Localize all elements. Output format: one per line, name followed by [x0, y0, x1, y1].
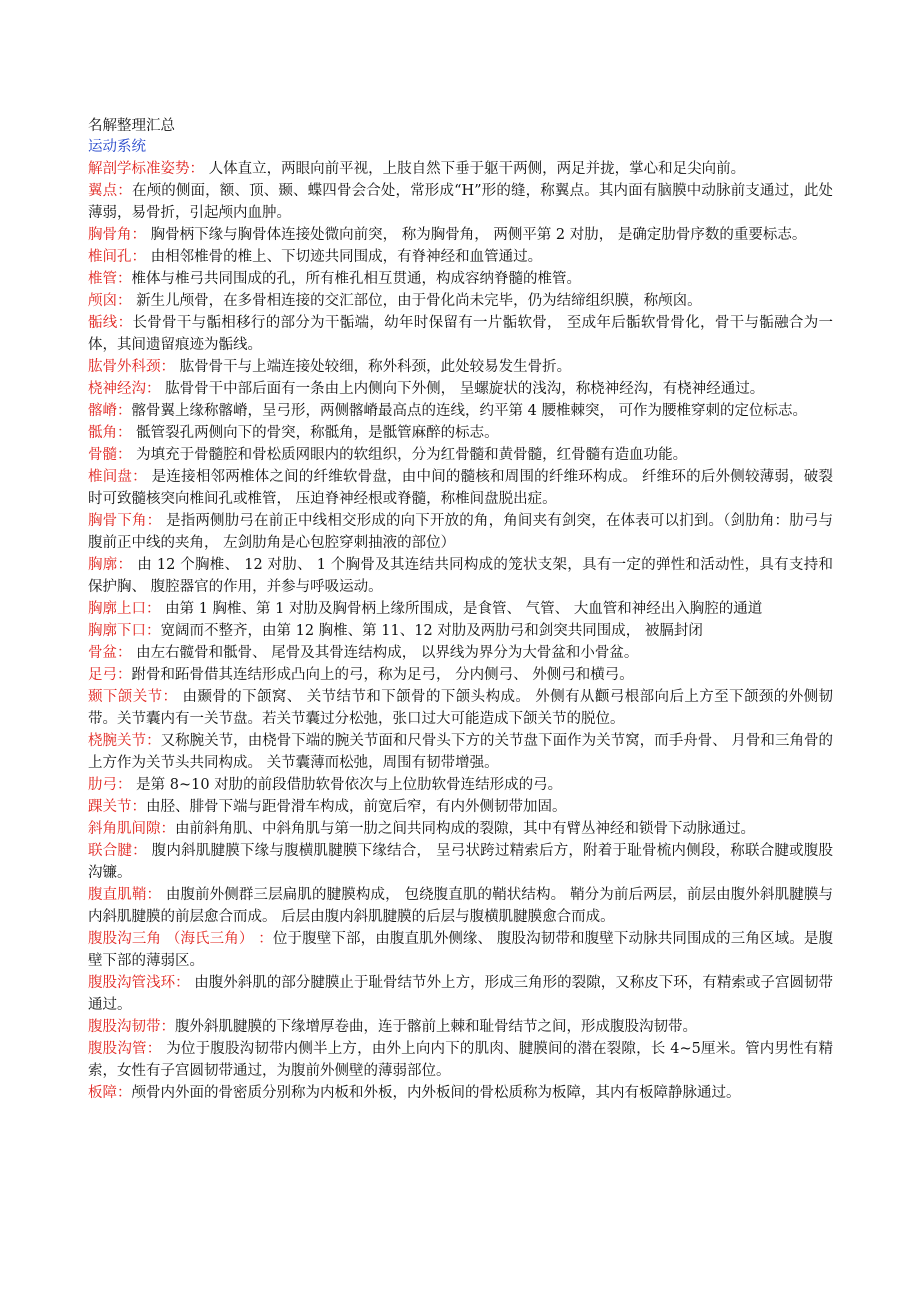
glossary-definition: 由腹前外侧群三层扁肌的腱膜构成， 包绕腹直肌的鞘状结构。 鞘分为前后两层，前层由腹外斜肌腱膜与内斜肌腱膜的前层愈合而成。 后层由腹内斜肌腱膜的后层与腹横肌腱膜愈合而成。 — [88, 887, 833, 925]
glossary-definition: 是连接相邻两椎体之间的纤维软骨盘，由中间的髓核和周围的纤维环构成。 纤维环的后外侧较薄弱，破裂时可致髓核突向椎间孔或椎管， 压迫脊神经根或脊髓，称椎间盘脱出症。 — [88, 469, 834, 507]
glossary-definition: 腹内斜肌腱膜下缘与腹横肌腱膜下缘结合， 呈弓状跨过精索后方，附着于耻骨梳内侧段，称联合腱或腹股沟镰。 — [88, 843, 834, 881]
glossary-term: 翼点： — [88, 183, 132, 199]
glossary-definition: 由颞骨的下颌窝、 关节结节和下颌骨的下颌头构成。 外侧有从颧弓根部向后上方至下颌颈的外侧韧带。关节囊内有一关节盘。若关节囊过分松弛，张口过大可能造成下颌关节的脱位。 — [88, 689, 834, 727]
glossary-definition: 位于腹壁下部，由腹直肌外侧缘、 腹股沟韧带和腹壁下动脉共同围成的三角区域。是腹壁下部的薄弱区。 — [88, 931, 834, 969]
glossary-term: 踝关节： — [88, 799, 146, 815]
glossary-term: 骺线： — [88, 315, 133, 331]
glossary-definition: 由前斜角肌、中斜角肌与第一肋之间共同构成的裂隙，其中有臂丛神经和锁骨下动脉通过。 — [175, 821, 755, 837]
glossary-term: 斜角肌间隙： — [88, 821, 175, 837]
glossary-entry — [88, 818, 833, 840]
glossary-entry — [88, 1016, 833, 1038]
glossary-definition: 跗骨和跖骨借其连结形成凸向上的弓，称为足弓， 分内侧弓、 外侧弓和横弓。 — [131, 667, 634, 683]
glossary-entry — [88, 664, 833, 686]
glossary-term: 腹股沟管浅环： — [88, 975, 190, 991]
glossary-definition: 是第 8~10 对肋的前段借肋软骨依次与上位肋软骨连结形成的弓。 — [131, 777, 563, 793]
glossary-entry — [88, 620, 833, 642]
entry-list — [88, 158, 833, 1104]
glossary-term: 胸廓下口： — [88, 623, 161, 639]
glossary-entry — [88, 598, 833, 620]
glossary-entry — [88, 158, 833, 180]
glossary-entry — [88, 466, 833, 510]
glossary-term: 椎间盘： — [88, 469, 147, 485]
glossary-definition: 在颅的侧面，额、顶、颞、蝶四骨会合处，常形成“H”形的缝，称翼点。其内面有脑膜中动脉前支通过，此处薄弱，易骨折，引起颅内血肿。 — [88, 183, 834, 221]
glossary-entry — [88, 246, 833, 268]
glossary-entry — [88, 972, 833, 1016]
glossary-term: 骶角： — [88, 425, 132, 441]
glossary-term: 骨髓： — [88, 447, 132, 463]
glossary-term: 椎管： — [88, 271, 132, 287]
glossary-entry — [88, 1082, 833, 1104]
glossary-definition: 又称腕关节，由桡骨下端的腕关节面和尺骨头下方的关节盘下面作为关节窝，而手舟骨、 月骨和三角骨的上方作为关节头共同构成。 关节囊薄而松弛，周围有韧带增强。 — [88, 733, 834, 771]
glossary-entry — [88, 290, 833, 312]
glossary-definition: 由 12 个胸椎、 12 对肋、 1 个胸骨及其连结共同构成的笼状支架，具有一定的弹性和活动性，具有支持和保护胸、 腹腔器官的作用，并参与呼吸运动。 — [88, 557, 834, 595]
glossary-term: 胸骨下角： — [88, 513, 162, 529]
glossary-definition: 是指两侧肋弓在前正中线相交形成的向下开放的角，角间夹有剑突，在体表可以扪到。（剑肋角：肋弓与腹前正中线的夹角， 左剑肋角是心包腔穿刺抽液的部位） — [88, 513, 834, 551]
glossary-definition: 新生儿颅骨，在多骨相连接的交汇部位，由于骨化尚未完毕，仍为结缔组织膜，称颅囟。 — [131, 293, 702, 309]
document-page — [88, 116, 833, 1104]
glossary-definition: 由第 1 胸椎、第 1 对肋及胸骨柄上缘所围成，是食管、 气管、 大血管和神经出入胸腔的通道 — [160, 601, 763, 617]
glossary-definition: 颅骨内外面的骨密质分别称为内板和外板，内外板间的骨松质称为板障，其内有板障静脉通过。 — [131, 1085, 741, 1101]
glossary-term: 桡腕关节： — [88, 733, 161, 749]
glossary-entry — [88, 1038, 833, 1082]
glossary-definition: 椎体与椎弓共同围成的孔，所有椎孔相互贯通，构成容纳脊髓的椎管。 — [131, 271, 581, 287]
glossary-entry — [88, 774, 833, 796]
glossary-term: 胸廓上口： — [88, 601, 161, 617]
glossary-entry — [88, 928, 833, 972]
glossary-entry — [88, 686, 833, 730]
glossary-term: 胸廓： — [88, 557, 133, 573]
glossary-term: 腹股沟管： — [88, 1041, 162, 1057]
glossary-entry — [88, 224, 833, 246]
glossary-term: 肱骨外科颈： — [88, 359, 175, 375]
glossary-term: 椎间孔： — [88, 249, 146, 265]
glossary-definition: 人体直立，两眼向前平视，上肢自然下垂于躯干两侧，两足并拢，掌心和足尖向前。 — [204, 161, 746, 177]
glossary-entry — [88, 444, 833, 466]
glossary-entry — [88, 312, 833, 356]
glossary-definition: 胸骨柄下缘与胸骨体连接处微向前突， 称为胸骨角， 两侧平第 2 对肋， 是确定肋骨序数的重要标志。 — [146, 227, 807, 243]
glossary-definition: 肱骨骨干中部后面有一条由上内侧向下外侧， 呈螺旋状的浅沟，称桡神经沟，有桡神经通过。 — [160, 381, 765, 397]
glossary-entry — [88, 554, 833, 598]
glossary-definition: 宽阔而不整齐，由第 12 胸椎、第 11、12 对肋及两肋弓和剑突共同围成， 被膈封闭 — [160, 623, 703, 639]
glossary-term: 足弓： — [88, 667, 132, 683]
glossary-entry — [88, 884, 833, 928]
glossary-entry — [88, 400, 833, 422]
glossary-definition: 由相邻椎骨的椎上、下切迹共同围成，有脊神经和血管通过。 — [146, 249, 543, 265]
glossary-term: 骨盆： — [88, 645, 132, 661]
glossary-term: 颅囟： — [88, 293, 132, 309]
glossary-term: 胸骨角： — [88, 227, 146, 243]
glossary-entry — [88, 510, 833, 554]
glossary-definition: 髂骨翼上缘称髂嵴，呈弓形，两侧髂嵴最高点的连线，约平第 4 腰椎棘突， 可作为腰椎穿刺的定位标志。 — [131, 403, 808, 419]
glossary-entry — [88, 356, 833, 378]
glossary-entry — [88, 840, 833, 884]
glossary-entry — [88, 268, 833, 290]
glossary-term: 肋弓： — [88, 777, 132, 793]
glossary-definition: 肱骨骨干与上端连接处较细，称外科颈，此处较易发生骨折。 — [175, 359, 572, 375]
glossary-entry — [88, 642, 833, 664]
glossary-definition: 由胫、腓骨下端与距骨滑车构成，前宽后窄，有内外侧韧带加固。 — [146, 799, 567, 815]
glossary-term: 桡神经沟： — [88, 381, 161, 397]
glossary-entry — [88, 180, 833, 224]
glossary-definition: 为填充于骨髓腔和骨松质网眼内的软组织，分为红骨髓和黄骨髓，红骨髓有造血功能。 — [131, 447, 688, 463]
glossary-term: 髂嵴： — [88, 403, 132, 419]
glossary-term: 腹股沟三角 （海氏三角） ： — [88, 931, 273, 947]
glossary-entry — [88, 422, 833, 444]
section-title: 运动系统 — [88, 139, 146, 155]
glossary-term: 腹股沟韧带： — [88, 1019, 175, 1035]
document-title: 名解整理汇总 — [88, 118, 175, 134]
glossary-term: 联合腱： — [88, 843, 147, 859]
glossary-term: 腹直肌鞘： — [88, 887, 162, 903]
glossary-term: 解剖学标准姿势： — [88, 161, 204, 177]
glossary-definition: 骶管裂孔两侧向下的骨突，称骶角，是骶管麻醉的标志。 — [131, 425, 499, 441]
glossary-definition: 腹外斜肌腱膜的下缘增厚卷曲，连于髂前上棘和耻骨结节之间，形成腹股沟韧带。 — [175, 1019, 697, 1035]
glossary-definition: 由腹外斜肌的部分腱膜止于耻骨结节外上方，形成三角形的裂隙，又称皮下环，有精索或子宫圆韧带通过。 — [88, 975, 833, 1013]
glossary-definition: 为位于腹股沟韧带内侧半上方，由外上向内下的肌肉、腱膜间的潜在裂隙，长 4~5厘米。管内男性有精索，女性有子宫圆韧带通过，为腹前外侧壁的薄弱部位。 — [88, 1041, 833, 1079]
glossary-definition: 由左右髋骨和骶骨、 尾骨及其骨连结构成， 以界线为界分为大骨盆和小骨盆。 — [131, 645, 639, 661]
glossary-term: 板障： — [88, 1085, 132, 1101]
glossary-entry — [88, 796, 833, 818]
glossary-entry — [88, 730, 833, 774]
glossary-entry — [88, 378, 833, 400]
glossary-term: 颞下颌关节： — [88, 689, 178, 705]
glossary-definition: 长骨骨干与骺相移行的部分为干骺端，幼年时保留有一片骺软骨， 至成年后骺软骨骨化，骨干与骺融合为一体，其间遗留痕迹为骺线。 — [88, 315, 834, 353]
